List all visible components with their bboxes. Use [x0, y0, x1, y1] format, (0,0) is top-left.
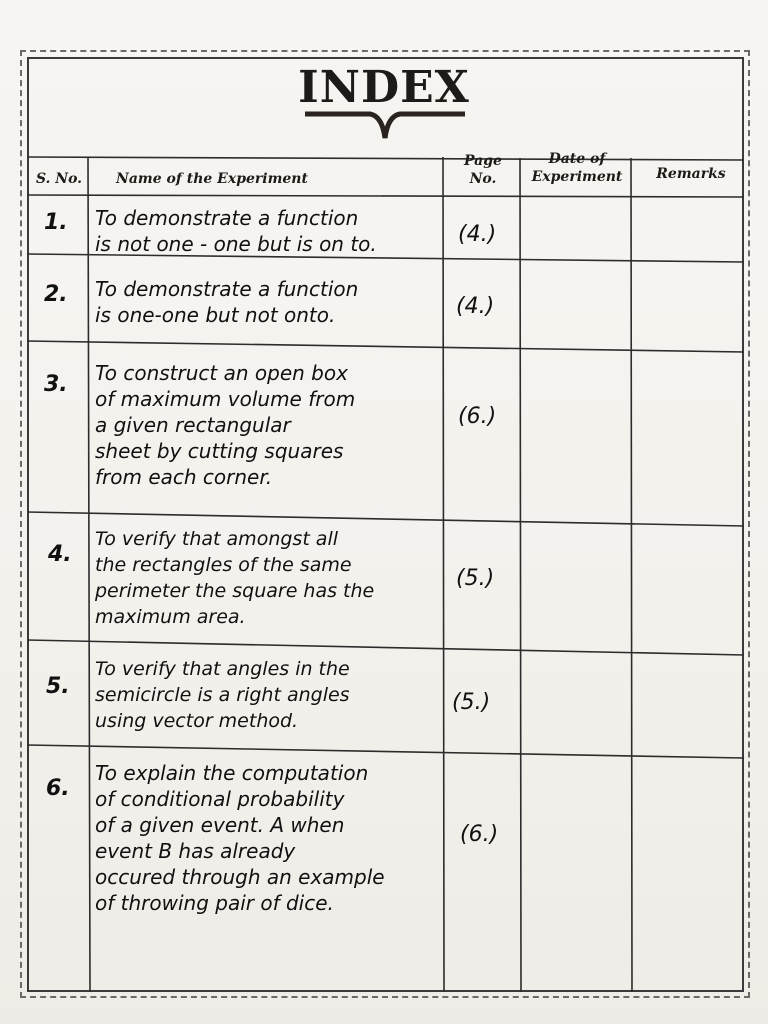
- row-2-line-2: is one-one but not onto.: [95, 303, 336, 327]
- row-3-line-2: of maximum volume from: [95, 387, 356, 411]
- header-date-line1: Date of: [548, 151, 606, 167]
- header-date-line2: Experiment: [531, 169, 623, 185]
- row-3-page: (6.): [458, 404, 497, 429]
- row-5-sno: 5.: [46, 674, 70, 699]
- row-6-line-1: To explain the computation: [95, 761, 369, 785]
- row-3-sno: 3.: [44, 372, 68, 397]
- row-2-sno: 2.: [44, 282, 68, 307]
- row-3-line-5: from each corner.: [95, 465, 273, 489]
- header-date: [522, 150, 632, 186]
- row-1-line-1: To demonstrate a function: [95, 206, 359, 230]
- row-2-line-1: To demonstrate a function: [95, 277, 359, 301]
- row-1-line-2: is not one - one but is on to.: [95, 232, 377, 256]
- header-page: [446, 152, 520, 188]
- row-6-line-6: of throwing pair of dice.: [95, 891, 334, 915]
- row-6-line-2: of conditional probability: [95, 787, 345, 811]
- row-5-line-3: using vector method.: [95, 710, 299, 732]
- row-5-page: (5.): [452, 690, 491, 715]
- row-6-experiment: [95, 760, 385, 916]
- header-page-line1: Page: [464, 153, 502, 169]
- row-4-line-1: To verify that amongst all: [95, 528, 339, 550]
- header-remarks: Remarks: [656, 166, 726, 182]
- page-title: INDEX: [298, 62, 470, 113]
- row-2-experiment: [95, 276, 358, 328]
- row-6-line-5: occured through an example: [95, 865, 385, 889]
- row-3-line-3: a given rectangular: [95, 413, 291, 437]
- row-2-page: (4.): [456, 294, 495, 319]
- row-6-page: (6.): [460, 822, 499, 847]
- row-6-sno: 6.: [46, 776, 70, 801]
- row-1-experiment: [95, 205, 377, 257]
- row-1-page: (4.): [458, 222, 497, 247]
- row-1-sno: 1.: [44, 210, 68, 235]
- header-sno: S. No.: [35, 171, 83, 187]
- row-4-page: (5.): [456, 566, 495, 591]
- row-4-experiment: [95, 526, 374, 630]
- row-6-line-4: event B has already: [95, 839, 296, 863]
- row-3-line-4: sheet by cutting squares: [95, 439, 344, 463]
- row-5-line-2: semicircle is a right angles: [95, 684, 350, 706]
- row-4-line-4: maximum area.: [95, 606, 246, 628]
- row-5-experiment: [95, 656, 350, 734]
- row-4-line-3: perimeter the square has the: [95, 580, 375, 602]
- header-page-line2: No.: [469, 171, 497, 187]
- header-name: Name of the Experiment: [116, 171, 308, 187]
- row-3-line-1: To construct an open box: [95, 361, 348, 385]
- row-5-line-1: To verify that angles in the: [95, 658, 350, 680]
- row-3-experiment: [95, 360, 355, 490]
- row-6-line-3: of a given event. A when: [95, 813, 345, 837]
- row-4-line-2: the rectangles of the same: [95, 554, 352, 576]
- row-4-sno: 4.: [48, 542, 72, 567]
